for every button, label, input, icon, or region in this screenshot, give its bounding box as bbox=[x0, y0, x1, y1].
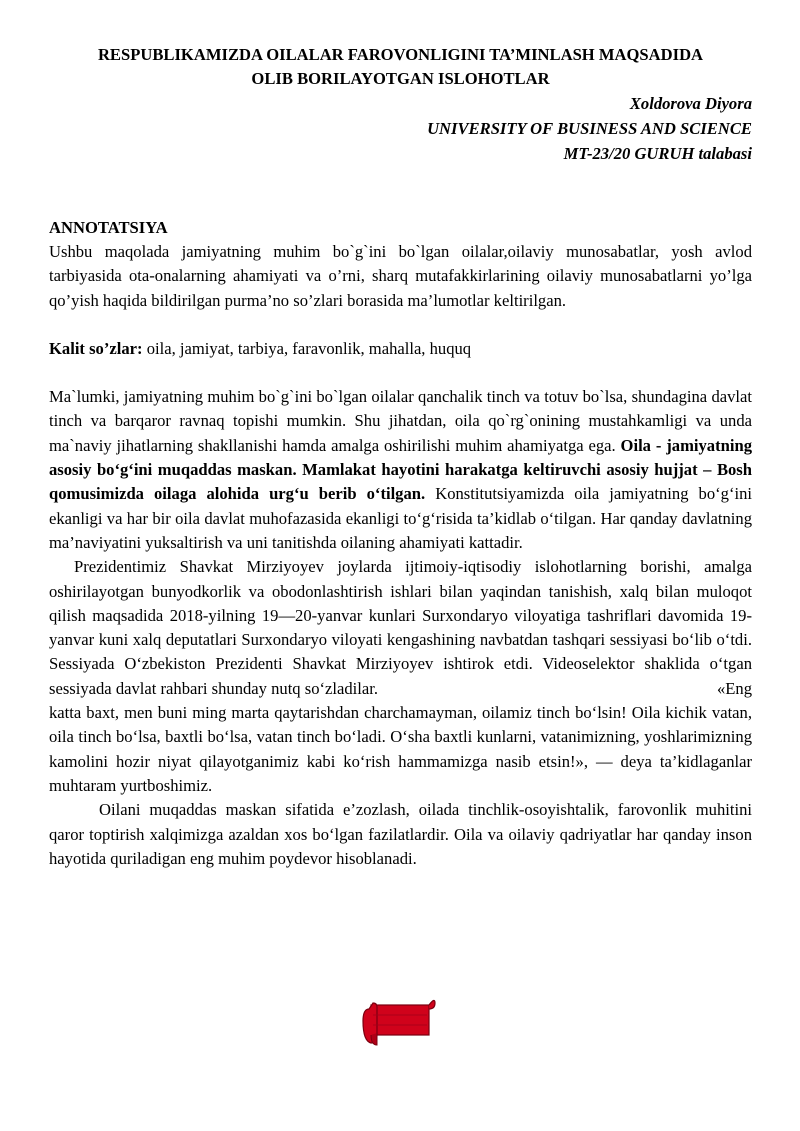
author-group: MT-23/20 GURUH talabasi bbox=[563, 144, 752, 163]
annotation-heading: ANNOTATSIYA bbox=[49, 218, 168, 237]
body-paragraph-4: Oilani muqaddas maskan sifatida e’zozlash, oilada tinchlik-osoyishtalik, farovonlik muhitini qaror toptirish xalqimizga azaldan xos bo‘lgan fazilatlardir. Oila va oilaviy qadriyatlar har qanday inson hayotida quriladigan eng muhim poydevor hisoblanadi. bbox=[49, 800, 752, 868]
title-line-2: OLIB BORILAYOTGAN ISLOHOTLAR bbox=[251, 69, 550, 88]
title-line-1: RESPUBLIKAMIZDA OILALAR FAROVONLIGINI TA’MINLASH MAQSADIDA bbox=[97, 45, 704, 64]
body-paragraph-1-bold: Oila - jamiyatning asosiy bo‘g‘ini muqaddas maskan. Mamlakat hayotini harakatga keltiruvchi asosiy hujjat – Bosh qomusimizda oilaga alohida urg‘u berib o‘tilgan. bbox=[49, 435, 752, 504]
scroll-icon bbox=[361, 995, 437, 1049]
keywords-text: oila, jamiyat, tarbiya, faravonlik, mahalla, huquq bbox=[142, 338, 472, 358]
document-page bbox=[49, 43, 752, 871]
author-name: Xoldorova Diyora bbox=[629, 94, 752, 113]
keywords-line bbox=[49, 337, 752, 361]
body-paragraph-1 bbox=[49, 385, 752, 555]
body-paragraph-1-end: Konstitutsiyamizda oila jamiyatning bo‘g‘ini ekanligi va har bir oila davlat muhofazasida ekanligi to‘g‘risida ta’kidlab o‘tilgan. Har qanday davlatning ma’naviyatini yuksaltirish va uni tanitishda oilaning ahamiyati kattadir. bbox=[49, 484, 753, 552]
body-paragraph-2-text: Prezidentimiz Shavkat Mirziyoyev joylarda ijtimoiy-iqtisodiy islohotlarning borishi, amalga oshirilayotgan bunyodkorlik va obodonlashtirish ishlari bilan yaqindan tanishish, xalq bilan muloqot qilish maqsadida 2018-yilning 19—20-yanvar kunlari Surxondaryo viloyatiga tashriflari davomida 19-yanvar kuni xalq deputatlari Surxondaryo viloyati kengashining navbatdan tashqari sessiyasi bo‘lib o‘tdi. Sessiyada O‘zbekiston Prezidenti Shavkat Mirziyoyev ishtirok etdi. Videoselektor shaklida o‘tgan sessiyada davlat rahbari shunday nutq so‘zladilar. bbox=[49, 557, 752, 698]
keywords-label: Kalit so’zlar: bbox=[49, 338, 143, 358]
annotation-text: Ushbu maqolada jamiyatning muhim bo`g`ini bo`lgan oilalar,oilaviy munosabatlar, yosh avlod tarbiyasida ota-onalarning ahamiyati va o’rni, sharq mutafakkirlarining oilaviy munosabatlarni yo’lga qo’yish haqida bildirilgan purma’no so’zlari borasida ma’lumotlar keltirilgan. bbox=[49, 242, 752, 310]
body-paragraph-2 bbox=[49, 555, 752, 701]
body-paragraph-1-start: Ma`lumki, jamiyatning muhim bo`g`ini bo`lgan oilalar qanchalik tinch va totuv bo`lsa, shundagina davlat tinch va barqaror ravnaq topishi mumkin. Shu jihatdan, oila qo`rg`onining mustahkamligi va unda ma`naviy jihatlarning shakllanishi hamda amalga oshirilishi muhim ahamiyatga ega. bbox=[49, 387, 752, 455]
body-paragraph-3: katta baxt, men buni ming marta qaytarishdan charchamayman, oilamiz tinch bo‘lsin! Oila kichik vatan, oila tinch bo‘lsa, baxtli bo‘lsa, vatan tinch bo‘ladi. O‘sha baxtli kunlarni, vatanimizning, yoshlarimizning kamolini hozir niyat qilayotganimiz kabi ko‘rish hammamizga nasib etsin!», — deya ta’kidlaganlar muhtaram yurtboshimiz. bbox=[49, 703, 752, 795]
author-university: UNIVERSITY OF BUSINESS AND SCIENCE bbox=[427, 119, 752, 138]
quote-start: «Eng bbox=[716, 678, 752, 698]
